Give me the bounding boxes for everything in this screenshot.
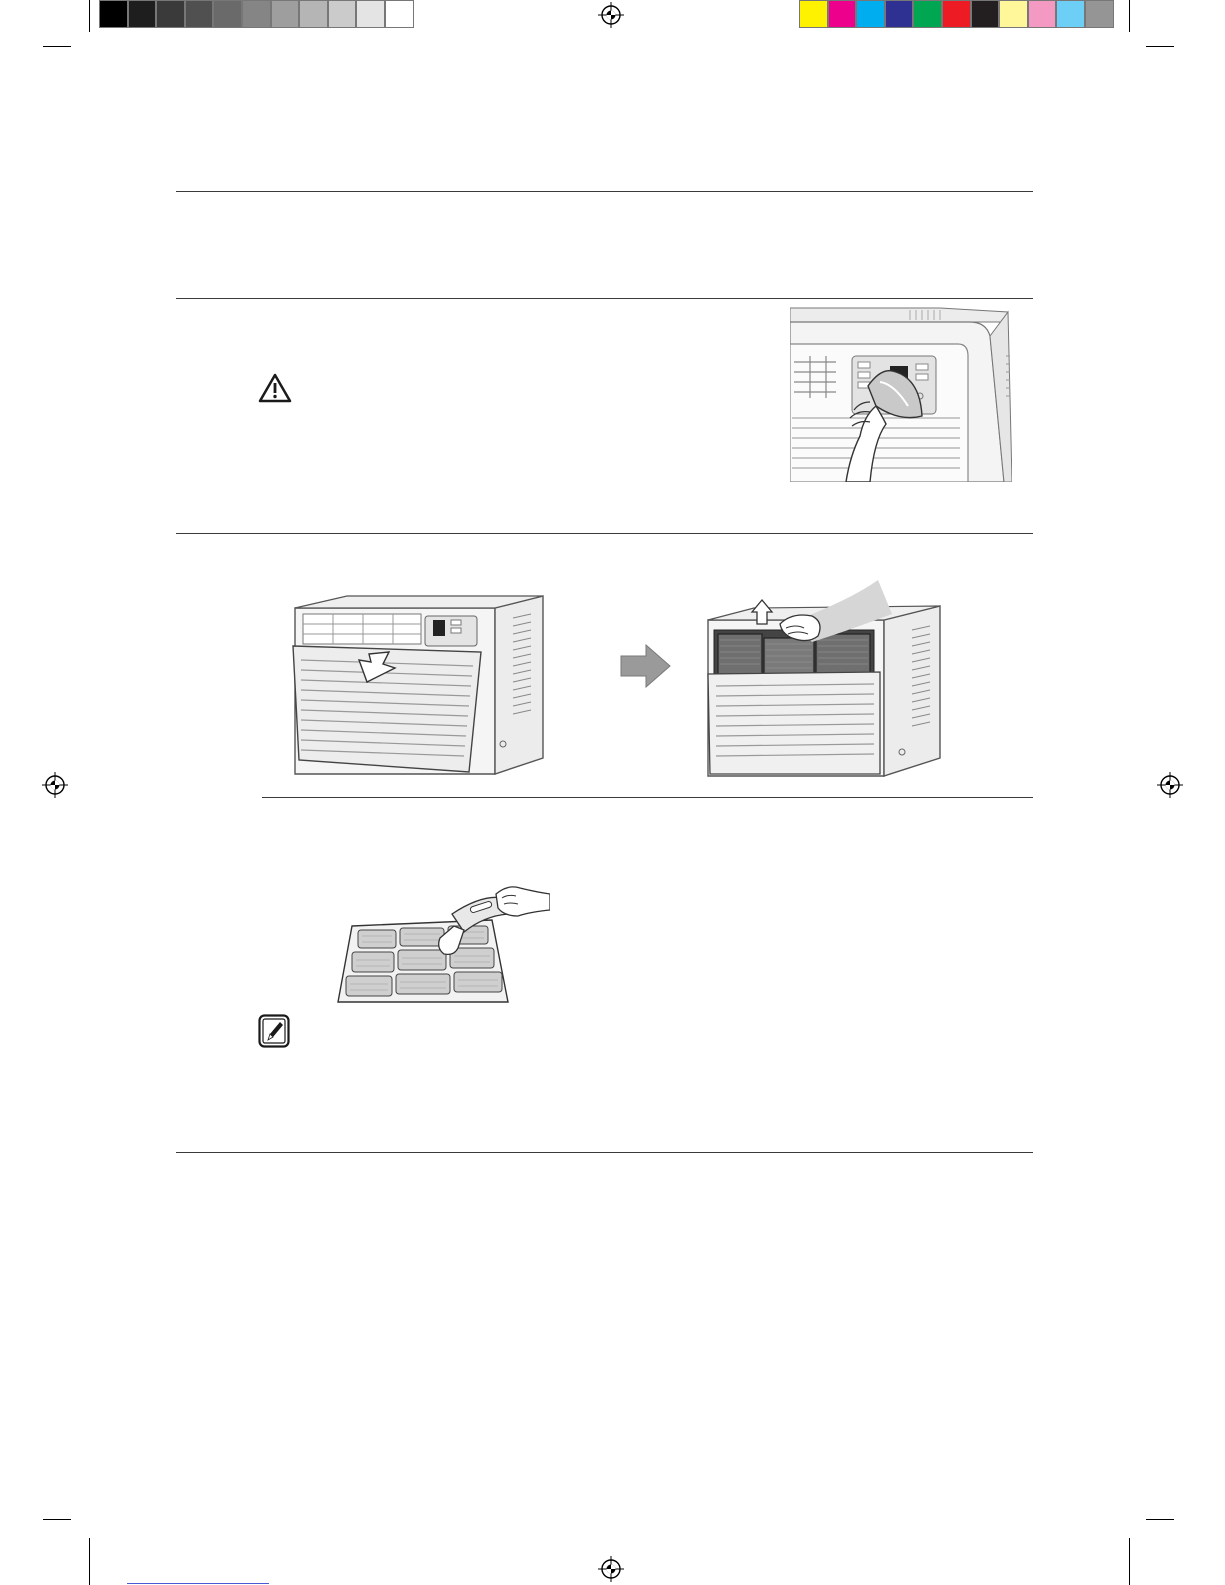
calibration-swatch — [799, 0, 828, 28]
crop-mark — [1129, 1538, 1130, 1585]
calibration-swatch — [1028, 0, 1057, 28]
calibration-swatch — [999, 0, 1028, 28]
section-divider — [262, 797, 1033, 798]
section-divider — [176, 533, 1033, 534]
calibration-swatch — [356, 0, 385, 28]
calibration-swatch — [271, 0, 300, 28]
crop-mark — [43, 1519, 71, 1520]
calibration-swatch — [1085, 0, 1114, 28]
air-conditioner-filter-removal-illustration — [700, 578, 945, 782]
registration-mark-icon — [598, 2, 624, 28]
calibration-swatch — [213, 0, 242, 28]
calibration-swatch — [856, 0, 885, 28]
warning-triangle-icon — [258, 373, 292, 403]
calibration-swatch — [299, 0, 328, 28]
calibration-swatch — [1056, 0, 1085, 28]
section-divider — [176, 298, 1033, 299]
right-arrow-icon — [620, 644, 672, 688]
air-conditioner-front-grille-open-illustration — [285, 588, 547, 778]
section-divider — [176, 191, 1033, 192]
crop-mark — [1146, 1519, 1174, 1520]
calibration-swatch — [942, 0, 971, 28]
calibration-swatch — [156, 0, 185, 28]
hand-wiping-control-panel-illustration — [790, 306, 1012, 482]
note-pencil-icon — [258, 1014, 290, 1048]
crop-mark — [1129, 0, 1130, 32]
calibration-swatch — [828, 0, 857, 28]
calibration-swatch — [99, 0, 128, 28]
calibration-swatch — [328, 0, 357, 28]
footer-slug-line — [127, 1583, 269, 1584]
calibration-swatch — [385, 0, 414, 28]
calibration-swatch — [128, 0, 157, 28]
calibration-swatch — [913, 0, 942, 28]
section-divider — [176, 1152, 1033, 1153]
crop-mark — [1146, 46, 1174, 47]
calibration-swatch — [185, 0, 214, 28]
vacuum-cleaning-filter-illustration — [332, 880, 550, 1008]
registration-mark-icon — [42, 772, 68, 798]
registration-mark-icon — [1157, 772, 1183, 798]
crop-mark — [89, 1538, 90, 1585]
calibration-swatch — [885, 0, 914, 28]
registration-mark-icon — [598, 1556, 624, 1582]
calibration-swatch — [971, 0, 1000, 28]
calibration-swatch — [242, 0, 271, 28]
crop-mark — [89, 0, 90, 32]
crop-mark — [43, 46, 71, 47]
